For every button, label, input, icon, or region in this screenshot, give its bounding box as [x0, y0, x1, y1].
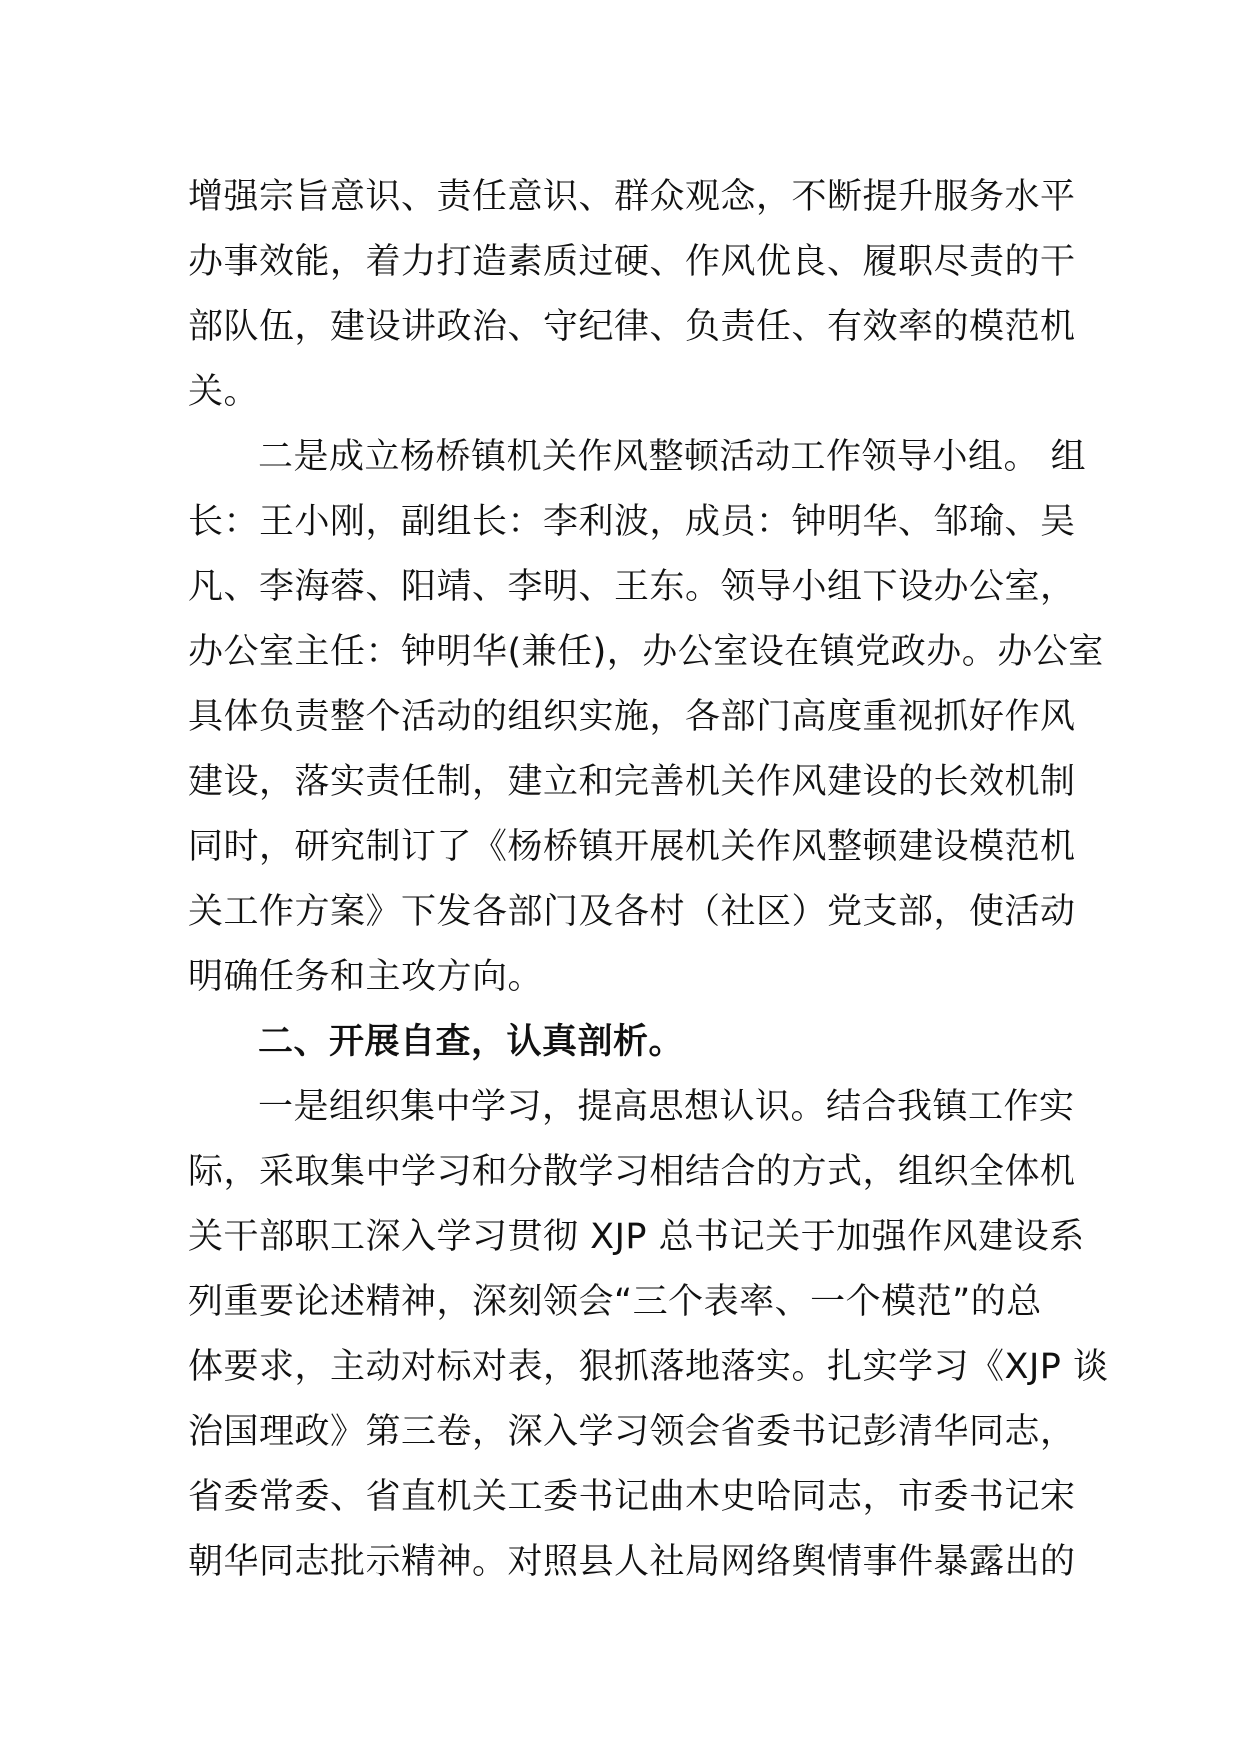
paragraph-line: 一是组织集中学习，提高思想认识。结合我镇工作实 [258, 1087, 1075, 1127]
paragraph-line: 列重要论述精神，深刻领会“三个表率、一个模范”的总 [188, 1282, 1042, 1322]
paragraph-line: 具体负责整个活动的组织实施，各部门高度重视抓好作风 [188, 697, 1076, 737]
paragraph-line: 建设，落实责任制，建立和完善机关作风建设的长效机制 [188, 762, 1076, 802]
paragraph-line: 长：王小刚，副组长：李利波，成员：钟明华、邹瑜、吴 [188, 502, 1076, 542]
paragraph-line: 部队伍，建设讲政治、守纪律、负责任、有效率的模范机 [188, 307, 1076, 347]
paragraph-line: 省委常委、省直机关工委书记曲木史哈同志，市委书记宋 [188, 1477, 1076, 1517]
document-body [188, 165, 1109, 1595]
section-heading: 二、开展自查，认真剖析。 [258, 1022, 685, 1062]
paragraph-line: 明确任务和主攻方向。 [188, 957, 544, 997]
paragraph-line: 治国理政》第三卷，深入学习领会省委书记彭清华同志， [188, 1412, 1076, 1452]
paragraph-line: 体要求，主动对标对表，狠抓落地落实。扎实学习《XJP 谈 [188, 1347, 1109, 1387]
paragraph-line: 办公室主任：钟明华(兼任)，办公室设在镇党政办。办公室 [188, 632, 1104, 672]
paragraph-line: 凡、李海蓉、阳靖、李明、王东。领导小组下设办公室， [188, 567, 1076, 607]
paragraph-line: 关干部职工深入学习贯彻 XJP 总书记关于加强作风建设系 [188, 1217, 1085, 1257]
paragraph-line: 朝华同志批示精神。对照县人社局网络舆情事件暴露出的 [188, 1542, 1076, 1582]
paragraph-line: 同时，研究制订了《杨桥镇开展机关作风整顿建设模范机 [188, 827, 1076, 867]
paragraph-line: 增强宗旨意识、责任意识、群众观念，不断提升服务水平 [188, 177, 1076, 217]
paragraph-line: 关工作方案》下发各部门及各村（社区）党支部，使活动 [188, 892, 1076, 932]
paragraph-line: 关。 [188, 372, 260, 412]
paragraph-line: 际，采取集中学习和分散学习相结合的方式，组织全体机 [188, 1152, 1076, 1192]
paragraph-line: 办事效能，着力打造素质过硬、作风优良、履职尽责的干 [188, 242, 1076, 282]
paragraph-line: 二是成立杨桥镇机关作风整顿活动工作领导小组。 组 [258, 437, 1087, 477]
